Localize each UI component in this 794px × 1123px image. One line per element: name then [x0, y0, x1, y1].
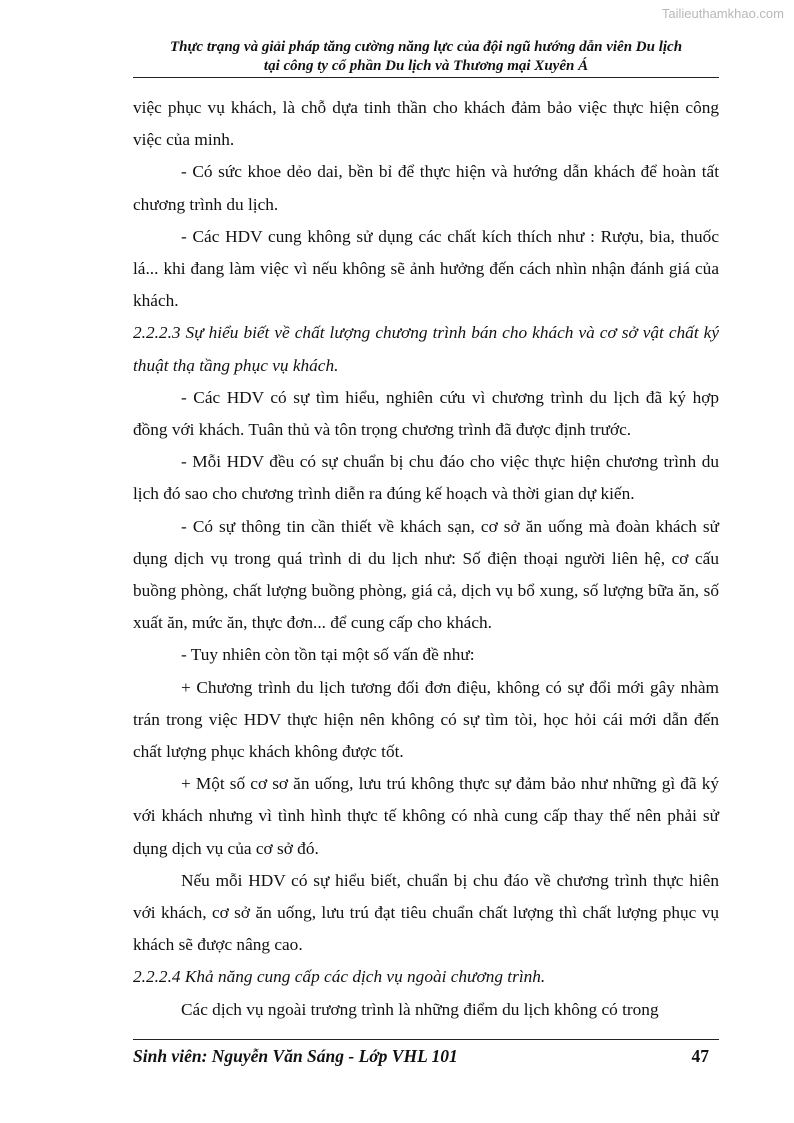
paragraph-issue-facilities: + Một số cơ sơ ăn uống, lưu trú không thực sự đảm bảo như những gì đã ký với khách nhưng vì tình hình thực tế không có nhà cung cấp thay thế nên phải sử dụng dịch vụ của cơ sở đó.: [133, 774, 719, 858]
paragraph-stimulants: - Các HDV cung không sử dụng các chất kích thích như : Rượu, bia, thuốc lá... khi đang làm việc vì nếu không sẽ ảnh hưởng đến cách nhìn nhận đánh giá của khách.: [133, 226, 719, 311]
section-heading-2-2-2-3: 2.2.2.3 Sự hiểu biết về chất lượng chương trình bán cho khách và cơ sở vật chất ký thuật thạ tầng phục vụ khách.: [133, 323, 719, 375]
page-footer: [133, 1044, 719, 1068]
paragraph-issue-monotony: + Chương trình du lịch tương đối đơn điệu, không có sự đổi mới gây nhàm trán trong việc HDV thực hiện nên không có sự tìm tòi, học hỏi cái mới dẫn đến chất lượng phục khách không được tốt.: [133, 677, 719, 762]
footer-student-info: Sinh viên: Nguyễn Văn Sáng - Lớp VHL 101: [133, 1046, 458, 1066]
footer-divider: [133, 1039, 719, 1040]
watermark: Tailieuthamkhao.com: [661, 6, 784, 21]
header-divider: [133, 77, 719, 78]
paragraph-conclusion: Nếu mỗi HDV có sự hiểu biết, chuẩn bị chu đáo về chương trình thực hiên với khách, cơ sở ăn uống, lưu trú đạt tiêu chuẩn chất lượng thì chất lượng phục vụ khách sẽ được nâng cao.: [133, 870, 719, 955]
paragraph-preparation: - Mỗi HDV đều có sự chuẩn bị chu đáo cho việc thực hiện chương trình du lịch đó sao cho chương trình diễn ra đúng kế hoạch và thời gian dự kiến.: [133, 452, 719, 504]
page-number: 47: [691, 1046, 709, 1066]
header-title-line-2: tại công ty cổ phần Du lịch và Thương mại Xuyên Á: [263, 58, 589, 74]
section-heading-2-2-2-4: 2.2.2.4 Khả năng cung cấp các dịch vụ ngoài chương trình.: [133, 967, 546, 987]
header-title-line-1: Thực trạng và giải pháp tăng cường năng lực của đội ngũ hướng dẫn viên Du lịch: [169, 39, 683, 55]
paragraph-health: - Có sức khoe dẻo dai, bền bỉ để thực hiện và hướng dẫn khách để hoàn tất chương trình du lịch.: [133, 162, 719, 214]
paragraph-information: - Có sự thông tin cần thiết về khách sạn, cơ sở ăn uống mà đoàn khách sử dụng dịch vụ trong quá trình di du lịch như: Số điện thoại người liên hệ, cơ cấu buồng phòng, chất lượng buồng phòng, giá cả, dịch vụ bổ xung, số lượng bữa ăn, số xuất ăn, mức ăn, thực đơn... để cung cấp cho khách.: [133, 516, 719, 633]
paragraph-continuation: việc phục vụ khách, là chỗ dựa tinh thần cho khách đảm bảo việc thực hiện công việc của minh.: [133, 98, 719, 150]
paragraph-issues-intro: - Tuy nhiên còn tồn tại một số vấn đề như:: [181, 645, 475, 665]
document-body: [133, 92, 719, 1026]
page-header: [133, 38, 719, 76]
paragraph-research: - Các HDV có sự tìm hiểu, nghiên cứu vì chương trình du lịch đã ký hợp đồng với khách. Tuân thủ và tôn trọng chương trình đã được định trước.: [133, 387, 719, 440]
paragraph-extra-services: Các dịch vụ ngoài trương trình là những điểm du lịch không có trong: [181, 999, 659, 1019]
